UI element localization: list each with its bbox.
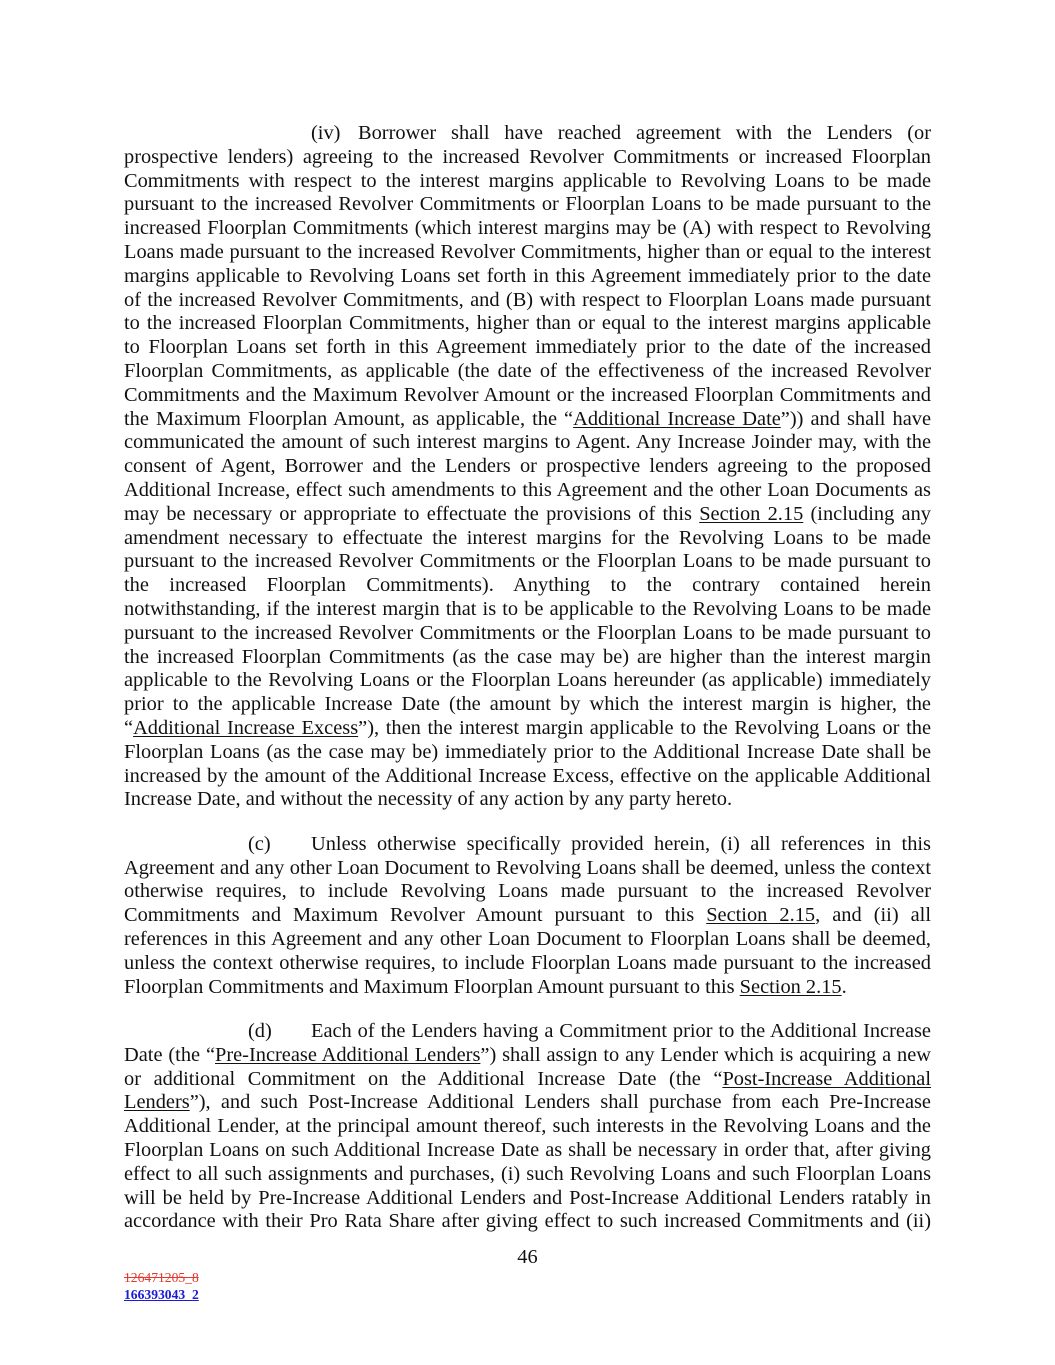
text-run: references in this Agreement and any other Loan Document to Floorplan Loans shall be deemed, <box>124 927 931 950</box>
text-line <box>124 503 931 527</box>
text-line <box>124 265 931 289</box>
text-line <box>124 479 931 503</box>
text-line <box>124 646 931 670</box>
document-body <box>124 122 931 1255</box>
text-run: ”)) and shall have <box>780 407 931 430</box>
section-reference: Section 2.15 <box>706 904 816 927</box>
text-line <box>124 1091 931 1115</box>
document-id-inserted: 166393043_2 <box>124 1287 199 1302</box>
text-line <box>124 431 931 455</box>
text-run: the Maximum Floorplan Amount, as applicable, the “ <box>124 407 574 430</box>
text-run: Loans made pursuant to the increased Revolver Commitments, higher than or equal to the interest <box>124 240 931 263</box>
text-line <box>124 1163 931 1187</box>
text-line <box>124 741 931 765</box>
text-line <box>124 598 931 622</box>
text-run: pursuant to the increased Revolver Commitments or Floorplan Loans to be made pursuant to the <box>124 193 931 216</box>
text-line <box>124 857 931 881</box>
text-run: Commitments and Maximum Revolver Amount pursuant to this <box>124 904 707 927</box>
text-line <box>124 289 931 313</box>
text-run: . <box>841 975 847 998</box>
text-run: to the increased Floorplan Commitments, higher than or equal to the interest margins applicable <box>124 312 931 335</box>
text-run: Borrower shall have reached agreement with the Lenders (or <box>358 122 931 144</box>
text-run: Floorplan Commitments, as applicable (the date of the effectiveness of the increased Revolver <box>124 359 931 382</box>
text-line <box>124 765 931 789</box>
text-run: otherwise requires, to include Revolving Loans made pursuant to the increased Revolver <box>124 880 931 903</box>
paragraph-label: (iv) <box>311 122 341 144</box>
text-line <box>124 880 931 904</box>
text-run: of the increased Revolver Commitments, and (B) with respect to Floorplan Loans made pursuant <box>124 288 931 311</box>
text-line <box>124 976 931 1000</box>
text-run: prior to the applicable Increase Date (the amount by which the interest margin is higher, the <box>124 693 931 716</box>
paragraph-c <box>124 833 931 1000</box>
text-run: , and (ii) all <box>815 904 932 927</box>
text-line <box>124 122 931 146</box>
text-run: Floorplan Loans (as the case may be) immediately prior to the Additional Increase Date shall be <box>124 740 931 763</box>
text-line <box>124 622 931 646</box>
text-line <box>124 1044 931 1068</box>
text-run: effect to all such assignments and purchases, (i) such Revolving Loans and such Floorplan Loans <box>124 1162 931 1185</box>
paragraph-label: (c) <box>248 832 271 855</box>
text-run: Floorplan Commitments and Maximum Floorplan Amount pursuant to this <box>124 975 740 998</box>
text-run: to Floorplan Loans set forth in this Agreement immediately prior to the date of the increased <box>124 336 931 359</box>
text-run: Additional Increase, effect such amendments to this Agreement and the other Loan Documents as <box>124 478 931 501</box>
text-run: or additional Commitment on the Additional Increase Date (the “ <box>124 1067 723 1090</box>
text-run: may be necessary or appropriate to effectuate the provisions of this <box>124 502 700 525</box>
text-run: “ <box>124 716 134 739</box>
text-line <box>124 693 931 717</box>
text-run: increased by the amount of the Additional Increase Excess, effective on the applicable Additional <box>124 764 931 787</box>
text-line <box>124 336 931 360</box>
text-line <box>124 904 931 928</box>
text-line <box>124 360 931 384</box>
text-line <box>124 952 931 976</box>
text-run: accordance with their Pro Rata Share after giving effect to such increased Commitments and (ii) <box>124 1210 931 1233</box>
text-run: pursuant to the increased Revolver Commitments or the Floorplan Loans to be made pursuant to <box>124 621 931 644</box>
text-line <box>124 928 931 952</box>
paragraph-label: (d) <box>248 1020 272 1042</box>
page-number: 46 <box>517 1246 538 1268</box>
document-footer <box>124 1269 199 1303</box>
text-line <box>124 312 931 336</box>
text-run: Increase Date, and without the necessity of any action by any party hereto. <box>124 788 733 811</box>
text-line <box>124 574 931 598</box>
defined-term: Post-Increase Additional <box>722 1067 932 1090</box>
text-line <box>124 241 931 265</box>
text-run: applicable to the Revolving Loans or the Floorplan Loans hereunder (as applicable) immediately <box>124 669 931 692</box>
text-run: will be held by Pre-Increase Additional Lenders and Post-Increase Additional Lenders ratably in <box>124 1186 931 1209</box>
paragraph-iv <box>124 122 931 812</box>
text-line <box>124 1068 931 1092</box>
text-run: ”) shall assign to any Lender which is acquiring a new <box>480 1043 931 1066</box>
text-line <box>124 384 931 408</box>
text-run: Commitments and the Maximum Revolver Amount or the increased Floorplan Commitments and <box>124 383 931 406</box>
text-line <box>124 527 931 551</box>
text-line <box>124 1139 931 1163</box>
text-run: notwithstanding, if the interest margin that is to be applicable to the Revolving Loans to be made <box>124 597 931 620</box>
text-run: Commitments with respect to the interest margins applicable to Revolving Loans to be made <box>124 169 931 192</box>
text-run: communicated the amount of such interest margins to Agent. Any Increase Joinder may, with the <box>124 431 931 454</box>
text-run: consent of Agent, Borrower and the Lenders or prospective lenders agreeing to the proposed <box>124 455 931 478</box>
defined-term: Pre-Increase Additional Lenders <box>215 1043 481 1066</box>
text-line <box>124 1210 931 1234</box>
text-line <box>124 455 931 479</box>
text-run: Each of the Lenders having a Commitment prior to the Additional Increase <box>311 1020 931 1042</box>
text-run: Unless otherwise specifically provided herein, (i) all references in this <box>311 832 931 855</box>
text-run: the increased Floorplan Commitments (as the case may be) are higher than the interest margin <box>124 645 931 668</box>
text-run: pursuant to the increased Revolver Commitments or the Floorplan Loans to be made pursuant to <box>124 550 931 573</box>
text-run: unless the context otherwise requires, to include Floorplan Loans made pursuant to the increased <box>124 951 931 974</box>
text-line <box>124 170 931 194</box>
text-run: ”), then the interest margin applicable to the Revolving Loans or the <box>358 716 931 739</box>
section-reference: Section 2.15 <box>699 502 804 525</box>
text-line <box>124 1187 931 1211</box>
text-line <box>124 217 931 241</box>
text-run: amendment necessary to effectuate the interest margins for the Revolving Loans to be made <box>124 526 931 549</box>
text-line <box>124 788 931 812</box>
text-run: Additional Lender, at the principal amount thereof, such interests in the Revolving Loans and the <box>124 1115 931 1138</box>
text-run: Agreement and any other Loan Document to Revolving Loans shall be deemed, unless the context <box>124 856 931 879</box>
text-line <box>124 1115 931 1139</box>
document-id-deleted: 126471205_8 <box>124 1270 199 1285</box>
text-line <box>124 146 931 170</box>
text-run: ”), and such Post-Increase Additional Lenders shall purchase from each Pre-Increase <box>189 1091 931 1114</box>
paragraph-d <box>124 1020 931 1234</box>
text-line <box>124 669 931 693</box>
text-line <box>124 717 931 741</box>
defined-term: Additional Increase Date <box>573 407 781 430</box>
text-run: (including any <box>803 502 932 525</box>
text-run: the increased Floorplan Commitments). Anything to the contrary contained herein <box>124 574 931 597</box>
section-reference: Section 2.15 <box>739 975 842 998</box>
text-run: increased Floorplan Commitments (which interest margins may be (A) with respect to Revolving <box>124 217 931 240</box>
defined-term: Lenders <box>124 1091 190 1114</box>
text-line <box>124 193 931 217</box>
text-run: Date (the “ <box>124 1043 215 1066</box>
text-line <box>124 408 931 432</box>
text-line <box>124 550 931 574</box>
text-run: prospective lenders) agreeing to the increased Revolver Commitments or increased Floorplan <box>124 145 931 168</box>
text-run: margins applicable to Revolving Loans set forth in this Agreement immediately prior to the date <box>124 264 931 287</box>
text-line <box>124 1020 931 1044</box>
text-run: Floorplan Loans on such Additional Increase Date as shall be necessary in order that, after giving <box>124 1138 931 1161</box>
defined-term: Additional Increase Excess <box>133 716 359 739</box>
text-line <box>124 833 931 857</box>
